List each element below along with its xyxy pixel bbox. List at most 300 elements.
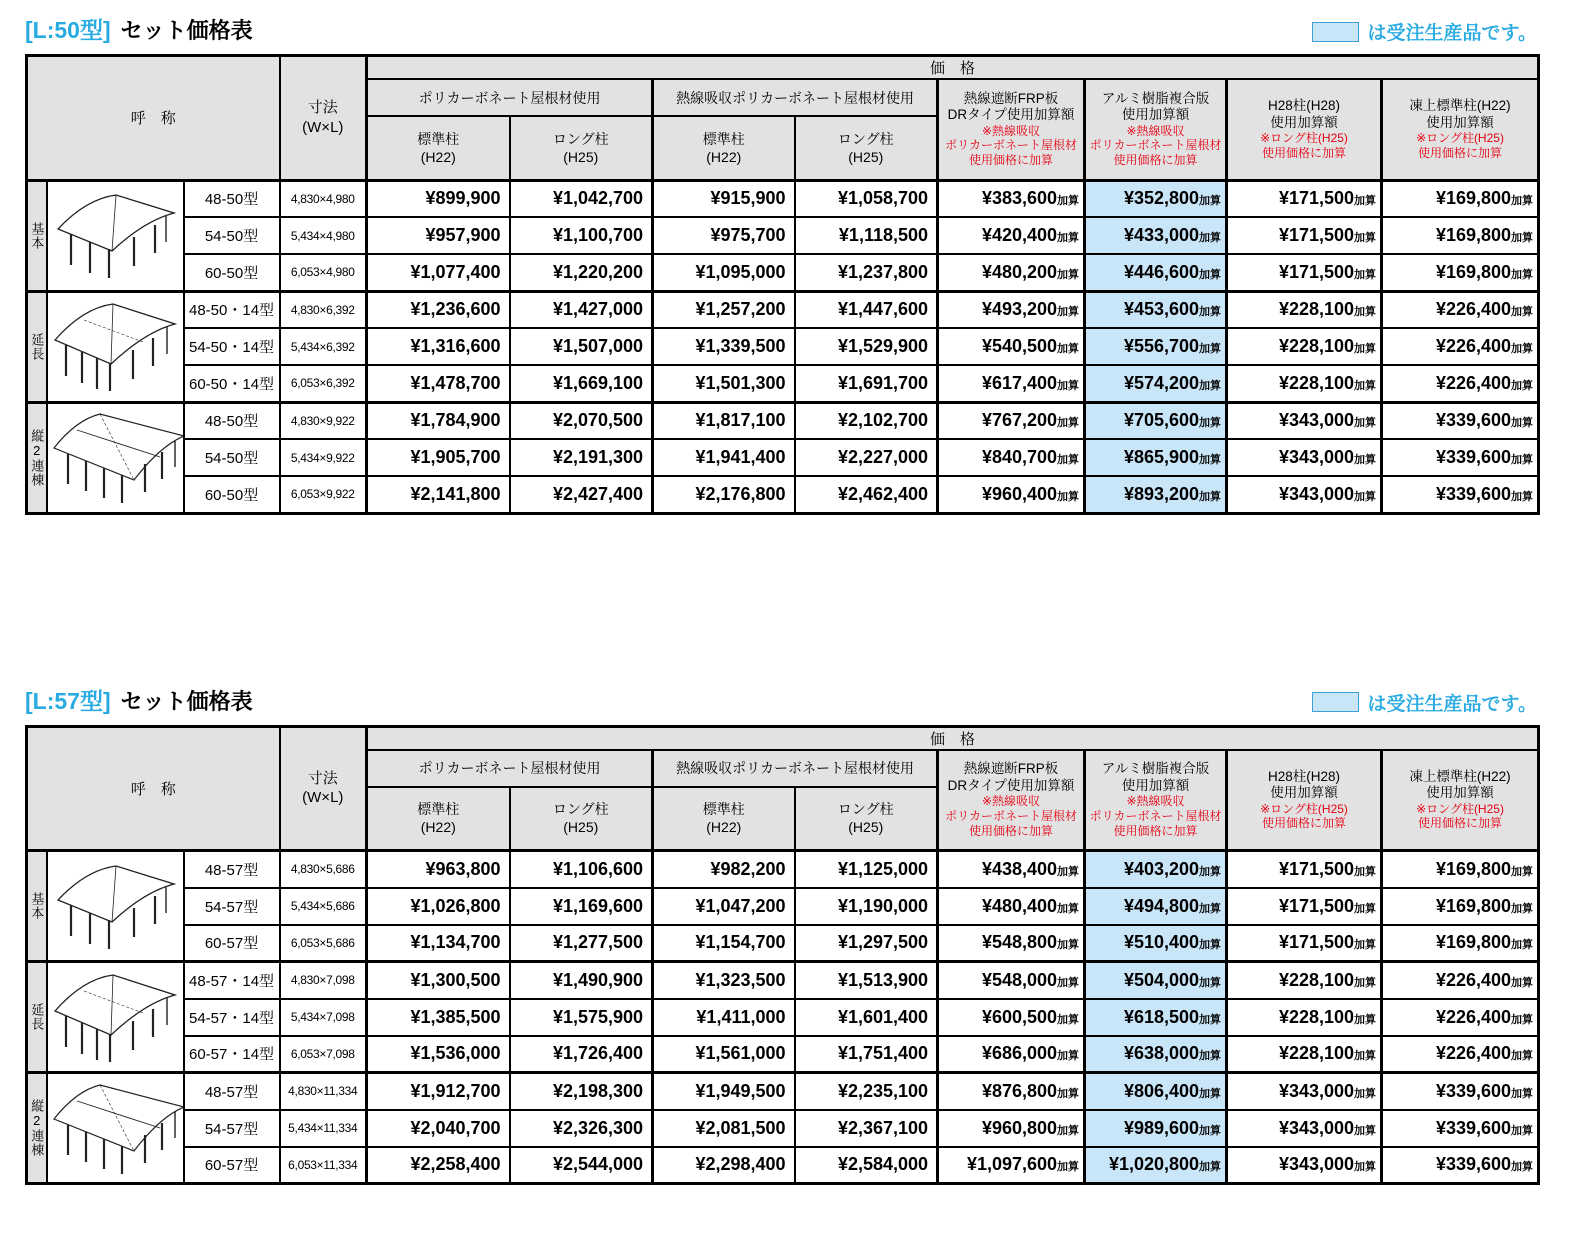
dimension-cell: 4,830×9,922 [280, 402, 367, 439]
header-size-line1: 寸法 [307, 99, 338, 117]
addon-suffix: 加算 [1511, 306, 1534, 319]
addon-value: ¥169,800 [1435, 188, 1512, 209]
addon-header-title: H28柱(H28) [1268, 98, 1341, 114]
price-cell [510, 851, 653, 888]
carport-double-icon [48, 406, 184, 504]
price-value: ¥1,125,000 [837, 858, 929, 879]
price-cell [510, 925, 653, 962]
addon-value: ¥865,900 [1123, 447, 1200, 467]
price-cell [653, 439, 795, 476]
addon-header-title: 使用加算額 [1270, 114, 1338, 130]
price-value: ¥1,447,600 [837, 299, 929, 320]
model-cell: 48-50・14型 [184, 291, 280, 328]
addon-price-cell [938, 402, 1085, 439]
price-value: ¥1,490,900 [552, 969, 644, 990]
model-cell: 54-57型 [184, 1110, 280, 1147]
price-cell [653, 254, 795, 291]
price-cell [653, 180, 795, 217]
price-value: ¥2,176,800 [695, 483, 786, 504]
addon-header-note: ※熱線吸収 [1126, 794, 1185, 809]
addon-suffix: 加算 [1057, 343, 1080, 355]
price-cell [510, 1036, 653, 1073]
price-cell [510, 1147, 653, 1184]
price-cell [367, 1036, 510, 1073]
addon-price-cell [1382, 1036, 1539, 1073]
subcol-line: ロング柱 [552, 130, 609, 147]
header-size-line2: (W×L) [302, 118, 344, 136]
addon-price-cell [1085, 962, 1227, 999]
addon-value: ¥453,600 [1123, 299, 1200, 320]
addon-suffix: 加算 [1057, 306, 1080, 319]
addon-header-note: 使用価格に加算 [969, 823, 1054, 838]
addon-value: ¥438,400 [981, 858, 1058, 879]
carport-illustration [47, 1073, 184, 1184]
price-cell [367, 851, 510, 888]
price-value: ¥1,529,900 [837, 336, 929, 356]
price-value: ¥963,800 [425, 858, 501, 879]
addon-suffix: 加算 [1354, 1161, 1377, 1174]
addon-value: ¥686,000 [981, 1043, 1058, 1064]
legend-color-swatch [1312, 22, 1359, 42]
price-cell [795, 328, 938, 365]
price-cell [795, 1110, 938, 1147]
addon-header-note: ポリカーボネート屋根材 [945, 808, 1077, 823]
price-cell [510, 291, 653, 328]
dimension-cell: 4,830×11,334 [280, 1073, 367, 1110]
price-value: ¥1,297,500 [837, 932, 929, 953]
addon-header-title: アルミ樹脂複合版 [1101, 761, 1210, 777]
addon-suffix: 加算 [1199, 379, 1222, 392]
addon-suffix: 加算 [1511, 417, 1534, 430]
price-value: ¥1,237,800 [837, 261, 929, 282]
addon-value: ¥840,700 [981, 447, 1058, 467]
price-cell [510, 999, 653, 1036]
carport-double-icon [48, 1077, 184, 1175]
addon-price-cell [938, 291, 1085, 328]
addon-header-note: ポリカーボネート屋根材 [945, 138, 1077, 153]
addon-price-cell [938, 328, 1085, 365]
price-value: ¥1,478,700 [410, 372, 501, 393]
price-value: ¥2,462,400 [837, 483, 929, 504]
carport-basic-icon [50, 187, 180, 279]
price-value: ¥1,817,100 [695, 410, 786, 431]
price-value: ¥2,326,300 [552, 1117, 644, 1138]
addon-value: ¥169,800 [1435, 932, 1512, 953]
addon-price-cell [1382, 888, 1539, 925]
price-cell [653, 999, 795, 1036]
model-cell: 60-50型 [184, 254, 280, 291]
addon-suffix: 加算 [1354, 1013, 1377, 1026]
model-cell: 60-50型 [184, 476, 280, 513]
price-value: ¥1,507,000 [552, 336, 644, 356]
subcol-line: (H25) [563, 819, 599, 836]
price-value: ¥1,154,700 [695, 932, 786, 953]
addon-header-title: DRタイプ使用加算額 [947, 777, 1075, 793]
model-cell: 48-50型 [184, 180, 280, 217]
header-addon [1227, 750, 1382, 851]
addon-price-cell [938, 1110, 1085, 1147]
price-value: ¥982,200 [710, 858, 786, 879]
price-value: ¥1,941,400 [695, 447, 786, 467]
header-subcol [795, 787, 938, 851]
dimension-cell: 6,053×5,686 [280, 925, 367, 962]
addon-value: ¥343,000 [1278, 1154, 1355, 1175]
price-cell [653, 888, 795, 925]
made-to-order-legend [1312, 18, 1537, 45]
dimension-cell: 4,830×4,980 [280, 180, 367, 217]
carport-illustration [47, 402, 184, 513]
subcol-line: ロング柱 [552, 801, 609, 818]
price-value: ¥1,501,300 [695, 372, 786, 393]
addon-price-cell [1382, 962, 1539, 999]
subcol-line: (H22) [706, 819, 742, 836]
price-cell [367, 1073, 510, 1110]
addon-value: ¥574,200 [1123, 372, 1200, 393]
addon-header-note: ポリカーボネート屋根材 [1089, 138, 1222, 153]
price-value: ¥2,367,100 [837, 1117, 929, 1138]
addon-value: ¥480,200 [981, 261, 1058, 282]
price-cell [367, 888, 510, 925]
row-group-label: 延長 [27, 962, 47, 1073]
addon-price-cell [938, 999, 1085, 1036]
addon-value: ¥228,100 [1278, 299, 1355, 320]
carport-illustration [47, 291, 184, 402]
price-cell [510, 254, 653, 291]
price-value: ¥1,300,500 [410, 969, 501, 990]
addon-price-cell [1085, 851, 1227, 888]
addon-suffix: 加算 [1057, 865, 1080, 878]
addon-suffix: 加算 [1511, 454, 1534, 466]
addon-header-title: 使用加算額 [1426, 114, 1494, 130]
price-cell [795, 291, 938, 328]
model-cell: 48-50型 [184, 402, 280, 439]
dimension-cell: 5,434×11,334 [280, 1110, 367, 1147]
price-cell [795, 999, 938, 1036]
addon-value: ¥228,100 [1278, 969, 1355, 990]
addon-value: ¥343,000 [1278, 447, 1355, 467]
model-cell: 54-57型 [184, 888, 280, 925]
addon-suffix: 加算 [1511, 902, 1534, 915]
addon-suffix: 加算 [1199, 976, 1222, 989]
price-value: ¥1,575,900 [552, 1006, 644, 1027]
addon-suffix: 加算 [1057, 454, 1080, 466]
dimension-cell: 4,830×6,392 [280, 291, 367, 328]
price-value: ¥2,235,100 [837, 1080, 929, 1101]
model-cell: 54-50型 [184, 217, 280, 254]
price-value: ¥1,691,700 [837, 372, 929, 393]
addon-suffix: 加算 [1199, 490, 1222, 503]
addon-suffix: 加算 [1511, 1013, 1534, 1026]
addon-value: ¥226,400 [1435, 1043, 1512, 1064]
header-subcol [367, 116, 510, 180]
price-cell [510, 1073, 653, 1110]
addon-price-cell [1227, 888, 1382, 925]
addon-price-cell [1382, 217, 1539, 254]
addon-suffix: 加算 [1199, 306, 1222, 319]
addon-value: ¥169,800 [1435, 895, 1512, 916]
header-subcol [510, 116, 653, 180]
addon-price-cell [938, 1147, 1085, 1184]
addon-value: ¥617,400 [981, 372, 1058, 393]
price-cell [795, 1036, 938, 1073]
dimension-cell: 5,434×6,392 [280, 328, 367, 365]
addon-value: ¥893,200 [1123, 483, 1200, 504]
addon-suffix: 加算 [1354, 902, 1377, 915]
addon-price-cell [1085, 476, 1227, 513]
table-title-row [25, 12, 1537, 45]
addon-suffix: 加算 [1057, 1087, 1080, 1100]
addon-price-cell [1227, 1036, 1382, 1073]
addon-header-title: 熱線遮断FRP板 [963, 90, 1059, 106]
addon-suffix: 加算 [1511, 939, 1534, 952]
addon-suffix: 加算 [1057, 195, 1080, 208]
dimension-cell: 6,053×4,980 [280, 254, 367, 291]
price-value: ¥1,316,600 [410, 336, 501, 356]
addon-value: ¥343,000 [1278, 410, 1355, 431]
price-cell [510, 328, 653, 365]
addon-suffix: 加算 [1511, 343, 1534, 355]
price-value: ¥1,561,000 [695, 1043, 786, 1064]
addon-header-title: 使用加算額 [1270, 785, 1338, 801]
price-cell [795, 1147, 938, 1184]
addon-suffix: 加算 [1057, 1013, 1080, 1026]
price-cell [510, 439, 653, 476]
price-value: ¥2,198,300 [552, 1080, 644, 1101]
price-value: ¥1,100,700 [552, 225, 644, 245]
dimension-cell: 6,053×7,098 [280, 1036, 367, 1073]
addon-value: ¥343,000 [1278, 483, 1355, 504]
addon-value: ¥169,800 [1435, 261, 1512, 282]
addon-price-cell [1382, 439, 1539, 476]
header-addon [938, 750, 1085, 851]
addon-value: ¥226,400 [1435, 969, 1512, 990]
addon-value: ¥403,200 [1123, 858, 1200, 879]
addon-value: ¥226,400 [1435, 299, 1512, 320]
addon-header-title: 凍上標準柱(H22) [1409, 98, 1511, 114]
addon-value: ¥705,600 [1123, 410, 1200, 431]
dimension-cell: 5,434×4,980 [280, 217, 367, 254]
price-cell [510, 402, 653, 439]
addon-value: ¥548,000 [981, 969, 1058, 990]
addon-suffix: 加算 [1057, 417, 1080, 430]
addon-suffix: 加算 [1511, 976, 1534, 989]
price-value: ¥2,298,400 [695, 1154, 786, 1175]
addon-value: ¥556,700 [1123, 336, 1200, 356]
price-cell [653, 291, 795, 328]
price-cell [653, 925, 795, 962]
header-subcol [367, 787, 510, 851]
price-cell [795, 925, 938, 962]
legend-label: は受注生産品です。 [1367, 693, 1537, 715]
price-value: ¥2,102,700 [837, 410, 929, 431]
price-cell [367, 962, 510, 999]
addon-price-cell [1382, 851, 1539, 888]
addon-header-note: ※ロング柱(H25) [1416, 131, 1504, 146]
header-addon [938, 79, 1085, 180]
addon-value: ¥1,020,800 [1108, 1154, 1200, 1175]
addon-price-cell [1085, 1110, 1227, 1147]
addon-suffix: 加算 [1511, 1087, 1534, 1100]
price-cell [795, 402, 938, 439]
addon-price-cell [938, 1073, 1085, 1110]
addon-value: ¥446,600 [1123, 261, 1200, 282]
price-value: ¥1,411,000 [696, 1006, 786, 1027]
addon-header-note: ポリカーボネート屋根材 [1089, 808, 1222, 823]
price-value: ¥2,040,700 [410, 1117, 501, 1138]
model-series-tag: [L:50型] [25, 17, 111, 43]
addon-price-cell [1382, 1147, 1539, 1184]
addon-value: ¥343,000 [1278, 1117, 1355, 1138]
addon-price-cell [1227, 439, 1382, 476]
addon-value: ¥228,100 [1278, 372, 1355, 393]
price-cell [653, 1036, 795, 1073]
addon-price-cell [1227, 1110, 1382, 1147]
model-series-tag: [L:57型] [25, 687, 111, 714]
addon-header-note: ※ロング柱(H25) [1260, 131, 1348, 146]
carport-basic-icon [50, 858, 180, 950]
addon-value: ¥1,097,600 [966, 1154, 1058, 1175]
price-cell [510, 217, 653, 254]
addon-price-cell [938, 851, 1085, 888]
addon-suffix: 加算 [1057, 976, 1080, 989]
addon-suffix: 加算 [1199, 343, 1222, 355]
model-cell: 48-57型 [184, 851, 280, 888]
price-cell [653, 1110, 795, 1147]
price-value: ¥1,949,500 [695, 1080, 786, 1101]
price-value: ¥1,601,400 [837, 1006, 929, 1027]
price-cell [367, 476, 510, 513]
addon-header-title: 使用加算額 [1121, 777, 1190, 793]
price-cell [367, 254, 510, 291]
addon-price-cell [938, 365, 1085, 402]
addon-price-cell [1227, 365, 1382, 402]
price-value: ¥1,095,000 [695, 261, 786, 282]
addon-suffix: 加算 [1511, 490, 1534, 503]
addon-suffix: 加算 [1057, 902, 1080, 915]
addon-price-cell [1382, 1073, 1539, 1110]
header-roof-group: 熱線吸収ポリカーボネート屋根材使用 [653, 79, 938, 116]
price-value: ¥1,106,600 [552, 858, 644, 879]
carport-illustration [47, 180, 184, 291]
addon-price-cell [1227, 999, 1382, 1036]
addon-value: ¥504,000 [1123, 969, 1200, 990]
price-table-section-l57 [0, 515, 1580, 1186]
addon-price-cell [1382, 291, 1539, 328]
addon-suffix: 加算 [1511, 865, 1534, 878]
addon-price-cell [1227, 962, 1382, 999]
addon-price-cell [1085, 1147, 1227, 1184]
addon-suffix: 加算 [1354, 379, 1377, 392]
header-price: 価 格 [367, 726, 1539, 750]
addon-value: ¥169,800 [1435, 225, 1512, 245]
addon-suffix: 加算 [1199, 268, 1222, 281]
addon-value: ¥433,000 [1123, 225, 1200, 245]
price-value: ¥1,385,500 [410, 1006, 501, 1027]
subcol-line: ロング柱 [837, 801, 894, 818]
addon-value: ¥339,600 [1435, 1154, 1512, 1175]
model-cell: 54-50型 [184, 439, 280, 476]
price-value: ¥1,905,700 [410, 447, 501, 467]
addon-suffix: 加算 [1354, 1124, 1377, 1137]
addon-suffix: 加算 [1354, 306, 1377, 319]
addon-suffix: 加算 [1199, 454, 1222, 466]
addon-header-title: 熱線遮断FRP板 [963, 761, 1059, 777]
addon-suffix: 加算 [1511, 1161, 1534, 1174]
header-name: 呼 称 [27, 726, 280, 851]
price-cell [653, 1147, 795, 1184]
addon-price-cell [1227, 254, 1382, 291]
addon-price-cell [1227, 851, 1382, 888]
addon-suffix: 加算 [1511, 1050, 1534, 1063]
price-value: ¥957,900 [425, 225, 501, 245]
model-cell: 60-57・14型 [184, 1036, 280, 1073]
header-size-line1: 寸法 [307, 769, 338, 787]
price-value: ¥1,026,800 [410, 895, 501, 916]
addon-suffix: 加算 [1354, 976, 1377, 989]
dimension-cell: 6,053×6,392 [280, 365, 367, 402]
price-value: ¥1,784,900 [410, 410, 501, 431]
price-cell [795, 365, 938, 402]
price-cell [510, 1110, 653, 1147]
price-table [25, 54, 1540, 515]
carport-extension-icon [49, 296, 181, 392]
addon-price-cell [938, 254, 1085, 291]
addon-suffix: 加算 [1354, 195, 1377, 208]
table-title: セット価格表 [120, 18, 253, 43]
addon-price-cell [1382, 999, 1539, 1036]
dimension-cell: 6,053×9,922 [280, 476, 367, 513]
price-cell [510, 180, 653, 217]
addon-suffix: 加算 [1199, 195, 1222, 208]
price-cell [795, 180, 938, 217]
header-roof-group: ポリカーボネート屋根材使用 [367, 750, 653, 787]
addon-suffix: 加算 [1057, 490, 1080, 503]
addon-suffix: 加算 [1354, 268, 1377, 281]
addon-value: ¥420,400 [981, 225, 1058, 245]
subcol-line: 標準柱 [417, 130, 460, 147]
price-value: ¥2,427,400 [552, 483, 644, 504]
addon-suffix: 加算 [1354, 865, 1377, 878]
addon-suffix: 加算 [1354, 232, 1377, 244]
addon-value: ¥228,100 [1278, 1006, 1355, 1027]
price-cell [795, 217, 938, 254]
subcol-line: 標準柱 [417, 801, 460, 818]
carport-illustration [47, 962, 184, 1073]
model-cell: 48-57型 [184, 1073, 280, 1110]
price-value: ¥1,047,200 [695, 895, 786, 916]
model-cell: 60-50・14型 [184, 365, 280, 402]
addon-price-cell [1227, 1073, 1382, 1110]
addon-price-cell [1085, 1073, 1227, 1110]
price-value: ¥2,141,800 [410, 483, 501, 504]
price-value: ¥1,257,200 [695, 299, 786, 320]
addon-header-note: 使用価格に加算 [1418, 145, 1503, 160]
addon-header-title: アルミ樹脂複合版 [1101, 90, 1210, 106]
price-cell [653, 962, 795, 999]
addon-value: ¥960,400 [981, 483, 1058, 504]
addon-value: ¥228,100 [1278, 1043, 1355, 1064]
price-cell [795, 888, 938, 925]
addon-value: ¥352,800 [1123, 188, 1200, 209]
addon-value: ¥540,500 [981, 336, 1058, 356]
model-cell: 54-57・14型 [184, 999, 280, 1036]
addon-suffix: 加算 [1199, 865, 1222, 878]
model-cell: 60-57型 [184, 925, 280, 962]
price-value: ¥1,751,400 [837, 1043, 929, 1064]
addon-header-note: ※ロング柱(H25) [1260, 801, 1348, 816]
addon-price-cell [1382, 254, 1539, 291]
addon-price-cell [938, 476, 1085, 513]
